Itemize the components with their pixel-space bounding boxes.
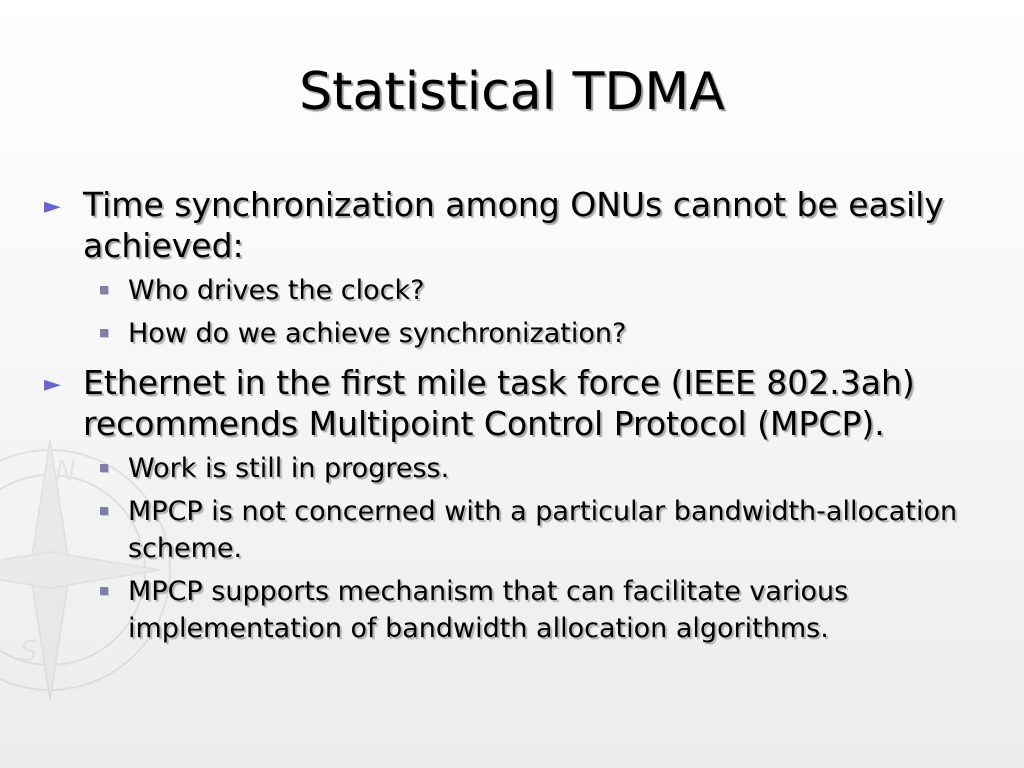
sub-bullet-text: MPCP is not concerned with a particular bandwidth-allocation scheme. (128, 496, 958, 564)
sub-bullet-text: Who drives the clock? (128, 275, 425, 306)
bullet-item (44, 184, 994, 266)
square-bullet-icon (100, 286, 108, 294)
sub-bullet-text: How do we achieve synchronization? (128, 318, 627, 349)
right-triangle-icon: ► (44, 372, 61, 397)
sub-bullet-item (44, 315, 994, 352)
svg-text:S: S (20, 634, 38, 667)
sub-bullet-item (44, 493, 994, 567)
svg-text:N: N (55, 454, 76, 487)
square-bullet-icon (100, 587, 108, 595)
bullet-text: Ethernet in the first mile task force (IEEE 802.3ah) recommends Multipoint Control Protocol (MPCP). (83, 363, 915, 443)
sub-bullet-item (44, 573, 994, 647)
square-bullet-icon (100, 507, 108, 515)
sub-bullet-item (44, 450, 994, 487)
slide-title: Statistical TDMA (299, 62, 725, 122)
right-triangle-icon: ► (44, 194, 61, 219)
square-bullet-icon (100, 329, 108, 337)
sub-bullet-text: Work is still in progress. (128, 453, 450, 484)
slide-body (44, 184, 994, 653)
square-bullet-icon (100, 464, 108, 472)
bullet-text: Time synchronization among ONUs cannot be easily achieved: (83, 185, 944, 265)
sub-bullet-item (44, 272, 994, 309)
bullet-item (44, 362, 994, 444)
sub-bullet-text: MPCP supports mechanism that can facilitate various implementation of bandwidth allocation algorithms. (128, 576, 849, 644)
